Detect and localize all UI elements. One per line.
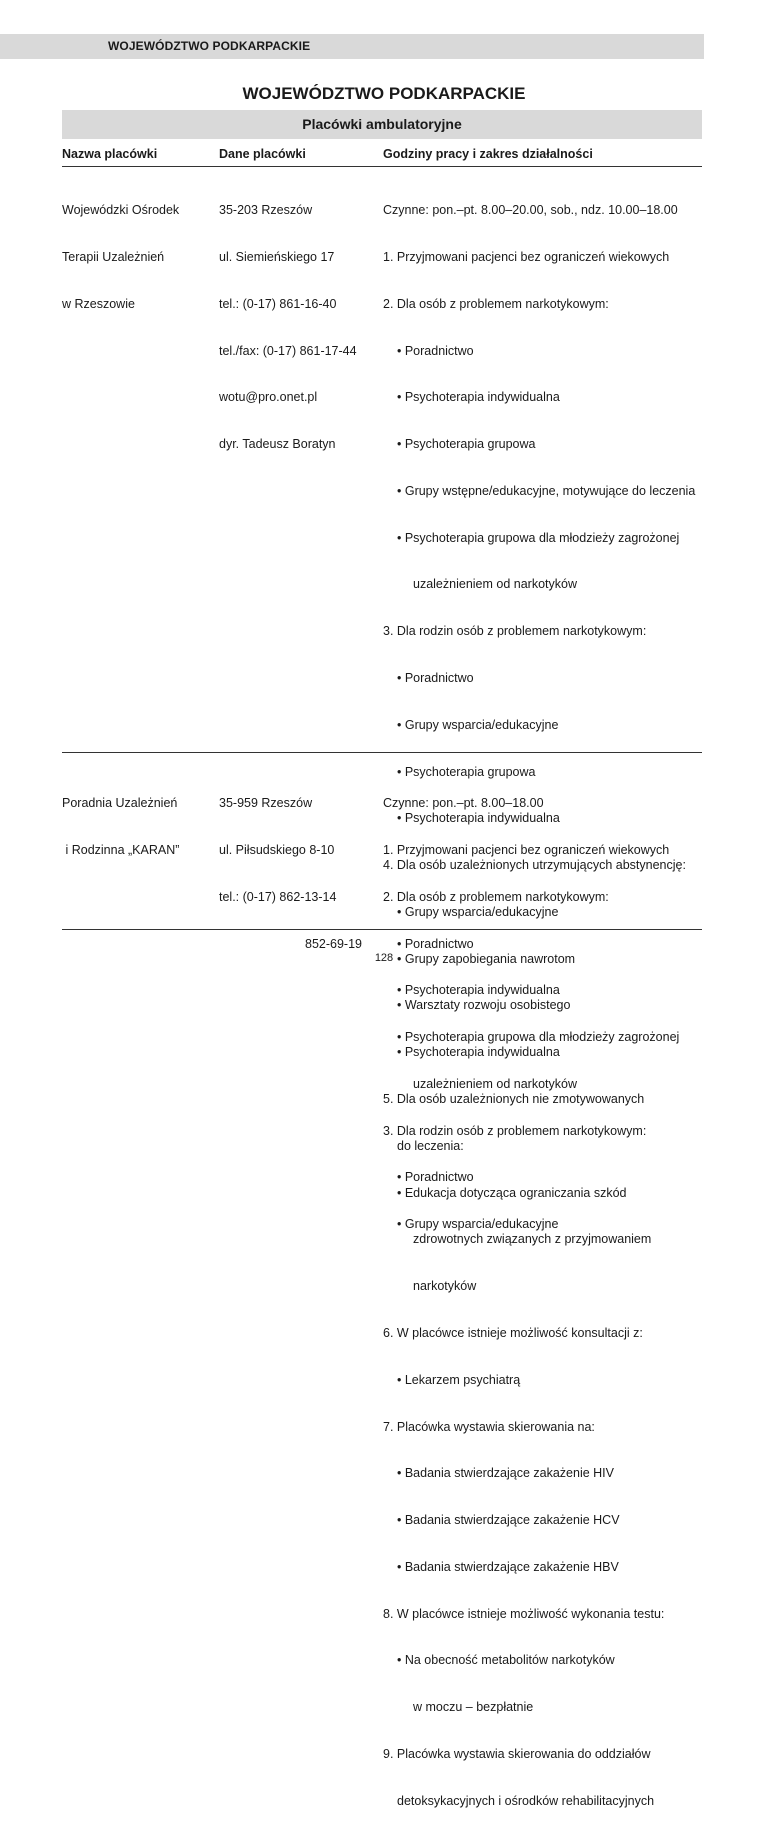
row-divider — [62, 752, 702, 753]
hours-bullet: • Psychoterapia indywidualna — [397, 390, 560, 405]
hours-bullet: • Poradnictwo — [397, 343, 474, 358]
hours-bullet: • Psychoterapia grupowa dla młodzieży zagrożonej — [397, 530, 680, 545]
hours-bullet-cont: uzależnieniem od narkotyków — [413, 577, 577, 592]
hours-bullet: • Psychoterapia grupowa — [397, 764, 536, 779]
header-rule — [62, 166, 702, 167]
hours-item: 3. Dla rodzin osób z problemem narkotykowym: — [383, 1123, 647, 1138]
hours-bullet: • Badania stwierdzające zakażenie HIV — [397, 1466, 614, 1481]
hours-bullet-cont: w moczu – bezpłatnie — [413, 1700, 534, 1715]
row2-hours — [383, 765, 679, 1248]
section-band — [62, 110, 702, 139]
hours-bullet-cont: uzależnieniem od narkotyków — [413, 1076, 577, 1091]
hours-line: Czynne: pon.–pt. 8.00–20.00, sob., ndz. 10.00–18.00 — [383, 203, 678, 218]
row2-name-line: Poradnia Uzależnień — [62, 796, 178, 811]
hours-bullet: • Psychoterapia indywidualna — [397, 1045, 560, 1060]
row1-name — [62, 172, 179, 328]
column-header-name: Nazwa placówki — [62, 147, 158, 161]
hours-item: 1. Przyjmowani pacjenci bez ograniczeń wiekowych — [383, 842, 670, 857]
bottom-rule — [62, 929, 702, 930]
hours-item: 3. Dla rodzin osób z problemem narkotykowym: — [383, 624, 647, 639]
row2-phone: tel.: (0-17) 862-13-14 — [219, 889, 337, 904]
row2-phone-2: 852-69-19 — [305, 936, 362, 951]
row2-address-line: 35-959 Rzeszów — [219, 796, 313, 811]
hours-bullet: • Grupy wstępne/edukacyjne, motywujące do leczenia — [397, 483, 696, 498]
hours-bullet: • Poradnictwo — [397, 1170, 474, 1185]
hours-item: 2. Dla osób z problemem narkotykowym: — [383, 889, 609, 904]
row1-email: wotu@pro.onet.pl — [219, 390, 318, 405]
hours-bullet: • Na obecność metabolitów narkotyków — [397, 1653, 615, 1668]
hours-bullet: • Grupy zapobiegania nawrotom — [397, 951, 576, 966]
row2-details — [219, 765, 362, 968]
hours-bullet: • Poradnictwo — [397, 936, 474, 951]
hours-bullet: • Psychoterapia grupowa — [397, 437, 536, 452]
row1-director: dyr. Tadeusz Boratyn — [219, 437, 336, 452]
row1-phone: tel.: (0-17) 861-16-40 — [219, 296, 337, 311]
hours-bullet: • Psychoterapia indywidualna — [397, 811, 560, 826]
row2-name — [62, 765, 179, 874]
row1-address-line: ul. Siemieńskiego 17 — [219, 249, 335, 264]
hours-item: 5. Dla osób uzależnionych nie zmotywowanych — [383, 1092, 645, 1107]
row1-name-line: Terapii Uzależnień — [62, 249, 165, 264]
row1-address-line: 35-203 Rzeszów — [219, 203, 313, 218]
hours-bullet: • Lekarzem psychiatrą — [397, 1372, 521, 1387]
hours-bullet: • Warsztaty rozwoju osobistego — [397, 998, 571, 1013]
hours-line: Czynne: pon.–pt. 8.00–18.00 — [383, 796, 544, 811]
section-title: Placówki ambulatoryjne — [302, 116, 462, 132]
hours-item: 8. W placówce istnieje możliwość wykonania testu: — [383, 1606, 665, 1621]
hours-item: 1. Przyjmowani pacjenci bez ograniczeń wiekowych — [383, 249, 670, 264]
hours-bullet-cont: narkotyków — [413, 1279, 477, 1294]
row1-name-line: Wojewódzki Ośrodek — [62, 203, 180, 218]
column-header-details: Dane placówki — [219, 147, 306, 161]
hours-bullet-cont: zdrowotnych związanych z przyjmowaniem — [413, 1232, 652, 1247]
row2-name-line: i Rodzinna „KARAN” — [62, 842, 180, 857]
page-title: WOJEWÓDZTWO PODKARPACKIE — [242, 84, 526, 103]
hours-bullet: • Grupy wsparcia/edukacyjne — [397, 904, 559, 919]
row2-address-line: ul. Piłsudskiego 8-10 — [219, 842, 335, 857]
column-header-hours: Godziny pracy i zakres działalności — [383, 147, 593, 161]
hours-bullet: • Grupy wsparcia/edukacyjne — [397, 717, 559, 732]
running-header-band — [0, 34, 704, 59]
hours-bullet: • Psychoterapia grupowa dla młodzieży zagrożonej — [397, 1030, 680, 1045]
hours-bullet: • Psychoterapia indywidualna — [397, 983, 560, 998]
hours-item-cont: detoksykacyjnych i ośrodków rehabilitacyjnych — [397, 1793, 655, 1808]
hours-item: 6. W placówce istnieje możliwość konsultacji z: — [383, 1325, 643, 1340]
hours-bullet: • Poradnictwo — [397, 671, 474, 685]
row1-fax: tel./fax: (0-17) 861-17-44 — [219, 343, 357, 358]
hours-bullet: • Badania stwierdzające zakażenie HCV — [397, 1513, 620, 1528]
hours-bullet: • Edukacja dotycząca ograniczania szkód — [397, 1185, 627, 1200]
page-number: 128 — [374, 952, 394, 964]
hours-item: 9. Placówka wystawia skierowania do oddziałów — [383, 1746, 651, 1761]
hours-bullet: • Grupy wsparcia/edukacyjne — [397, 1217, 559, 1232]
hours-bullet: • Badania stwierdzające zakażenie HBV — [397, 1559, 619, 1574]
row1-name-line: w Rzeszowie — [62, 296, 135, 311]
hours-item: 7. Placówka wystawia skierowania na: — [383, 1419, 595, 1434]
running-header: WOJEWÓDZTWO PODKARPACKIE — [108, 39, 311, 53]
hours-item: 2. Dla osób z problemem narkotykowym: — [383, 296, 609, 311]
row1-details — [219, 172, 357, 468]
hours-item-cont: do leczenia: — [397, 1138, 464, 1153]
hours-item: 4. Dla osób uzależnionych utrzymujących abstynencję: — [383, 858, 686, 873]
